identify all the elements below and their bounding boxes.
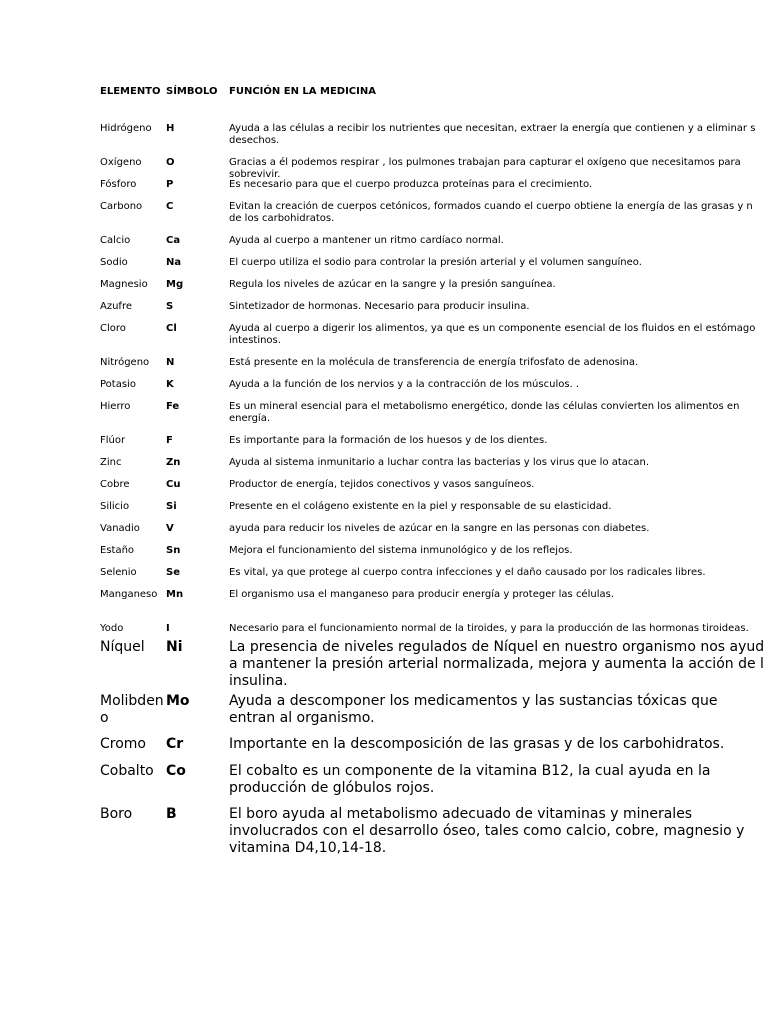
table-row bbox=[100, 257, 768, 279]
table-row bbox=[100, 736, 768, 763]
element-symbol: Fe bbox=[166, 401, 180, 412]
table-row bbox=[100, 479, 768, 501]
table-row bbox=[100, 457, 768, 479]
header-element: ELEMENTO bbox=[100, 86, 161, 97]
table-row bbox=[100, 435, 768, 457]
element-name: Magnesio bbox=[100, 279, 148, 290]
element-name: Sodio bbox=[100, 257, 128, 268]
table-row bbox=[100, 235, 768, 257]
element-symbol: Zn bbox=[166, 457, 181, 468]
element-symbol: Na bbox=[166, 257, 182, 268]
element-symbol: S bbox=[166, 301, 174, 312]
small-rows bbox=[100, 123, 768, 639]
table-header bbox=[100, 86, 768, 123]
element-name: Azufre bbox=[100, 301, 132, 312]
element-name: Estaño bbox=[100, 545, 135, 556]
element-symbol: Se bbox=[166, 567, 180, 578]
table-row bbox=[100, 323, 768, 357]
element-name: Fósforo bbox=[100, 179, 137, 190]
element-function: Es importante para la formación de los huesos y de los dientes. bbox=[229, 435, 548, 446]
table-row bbox=[100, 763, 768, 806]
element-symbol: Co bbox=[166, 763, 186, 779]
table-row bbox=[100, 379, 768, 401]
element-function: Mejora el funcionamiento del sistema inmunológico y de los reflejos. bbox=[229, 545, 573, 556]
table-row bbox=[100, 123, 768, 157]
element-symbol: Ca bbox=[166, 235, 181, 246]
element-symbol: I bbox=[166, 623, 170, 634]
element-symbol: Cu bbox=[166, 479, 181, 490]
element-function: Ayuda a descomponer los medicamentos y las sustancias tóxicas que entran al organismo. bbox=[229, 693, 718, 726]
element-symbol: F bbox=[166, 435, 173, 446]
table-row bbox=[100, 523, 768, 545]
element-name: Hidrógeno bbox=[100, 123, 152, 134]
element-symbol: Cr bbox=[166, 736, 184, 752]
element-symbol: C bbox=[166, 201, 174, 212]
header-symbol: SÍMBOLO bbox=[166, 86, 218, 97]
element-name: Vanadio bbox=[100, 523, 140, 534]
element-name: Cobre bbox=[100, 479, 130, 490]
table-row bbox=[100, 279, 768, 301]
element-function: Está presente en la molécula de transferencia de energía trifosfato de adenosina. bbox=[229, 357, 639, 368]
element-name: Nitrógeno bbox=[100, 357, 150, 368]
element-symbol: K bbox=[166, 379, 174, 390]
element-function: Presente en el colágeno existente en la piel y responsable de su elasticidad. bbox=[229, 501, 612, 512]
table-row bbox=[100, 157, 768, 179]
element-name: Flúor bbox=[100, 435, 126, 446]
element-name: Molibdeno bbox=[100, 693, 164, 726]
element-symbol: V bbox=[166, 523, 174, 534]
element-name: Yodo bbox=[100, 623, 124, 634]
element-function: El cuerpo utiliza el sodio para controlar la presión arterial y el volumen sanguíneo. bbox=[229, 257, 642, 268]
element-symbol: N bbox=[166, 357, 175, 368]
table-row bbox=[100, 806, 768, 866]
table-row bbox=[100, 401, 768, 435]
elements-table bbox=[100, 86, 768, 866]
element-function: El boro ayuda al metabolismo adecuado de vitaminas y minerales involucrados con el desarrollo óseo, tales como calcio, cobre, magnesio y vitamina D4,10,14-18. bbox=[229, 806, 745, 856]
element-function: Ayuda al cuerpo a mantener un ritmo cardíaco normal. bbox=[229, 235, 504, 246]
element-function: Importante en la descomposición de las grasas y de los carbohidratos. bbox=[229, 736, 725, 752]
element-symbol: Sn bbox=[166, 545, 181, 556]
element-function: El organismo usa el manganeso para producir energía y proteger las células. bbox=[229, 589, 614, 600]
element-function: Sintetizador de hormonas. Necesario para producir insulina. bbox=[229, 301, 530, 312]
table-row bbox=[100, 201, 768, 235]
table-row bbox=[100, 357, 768, 379]
element-name: Cobalto bbox=[100, 763, 154, 779]
element-function: Productor de energía, tejidos conectivos y vasos sanguíneos. bbox=[229, 479, 535, 490]
element-symbol: Si bbox=[166, 501, 177, 512]
element-function: Necesario para el funcionamiento normal de la tiroides, y para la producción de las hormonas tiroideas. bbox=[229, 623, 749, 634]
element-function: La presencia de niveles regulados de Níquel en nuestro organismo nos ayud a mantener la presión arterial normalizada, mejora y aumenta la acción de l insulina. bbox=[229, 639, 765, 689]
element-name: Cromo bbox=[100, 736, 146, 752]
table-row bbox=[100, 545, 768, 567]
element-name: Potasio bbox=[100, 379, 136, 390]
element-function: Ayuda al sistema inmunitario a luchar contra las bacterias y los virus que lo atacan. bbox=[229, 457, 650, 468]
element-symbol: Mo bbox=[166, 693, 190, 709]
table-row bbox=[100, 179, 768, 201]
element-name: Zinc bbox=[100, 457, 122, 468]
table-row bbox=[100, 567, 768, 589]
table-row bbox=[100, 623, 768, 639]
element-name: Oxígeno bbox=[100, 157, 142, 168]
element-name: Manganeso bbox=[100, 589, 158, 600]
element-function: Es un mineral esencial para el metabolismo energético, donde las células convierten los alimentos en energía. bbox=[229, 401, 740, 424]
table-row bbox=[100, 301, 768, 323]
large-rows bbox=[100, 639, 768, 866]
element-symbol: O bbox=[166, 157, 175, 168]
element-function: Ayuda a la función de los nervios y a la contracción de los músculos. . bbox=[229, 379, 580, 390]
element-name: Carbono bbox=[100, 201, 143, 212]
element-name: Selenio bbox=[100, 567, 137, 578]
element-symbol: Mn bbox=[166, 589, 184, 600]
table-row bbox=[100, 501, 768, 523]
element-name: Cloro bbox=[100, 323, 126, 334]
element-function: Evitan la creación de cuerpos cetónicos, formados cuando el cuerpo obtiene la energía de las grasas y n de los carbohidratos. bbox=[229, 201, 753, 224]
element-name: Níquel bbox=[100, 639, 145, 655]
header-function: FUNCIÓN EN LA MEDICINA bbox=[229, 86, 376, 97]
element-symbol: Mg bbox=[166, 279, 184, 290]
table-row bbox=[100, 639, 768, 693]
element-name: Boro bbox=[100, 806, 133, 822]
element-function: El cobalto es un componente de la vitamina B12, la cual ayuda en la producción de glóbulos rojos. bbox=[229, 763, 711, 796]
element-function: Es necesario para que el cuerpo produzca proteínas para el crecimiento. bbox=[229, 179, 593, 190]
element-function: Regula los niveles de azúcar en la sangre y la presión sanguínea. bbox=[229, 279, 556, 290]
element-name: Silicio bbox=[100, 501, 130, 512]
element-symbol: P bbox=[166, 179, 174, 190]
element-function: Ayuda a las células a recibir los nutrientes que necesitan, extraer la energía que contienen y a eliminar s desechos. bbox=[229, 123, 756, 146]
element-function: Es vital, ya que protege al cuerpo contra infecciones y el daño causado por los radicales libres. bbox=[229, 567, 706, 578]
element-symbol: Ni bbox=[166, 639, 183, 655]
element-name: Hierro bbox=[100, 401, 131, 412]
element-symbol: Cl bbox=[166, 323, 177, 334]
element-symbol: B bbox=[166, 806, 177, 822]
element-function: Ayuda al cuerpo a digerir los alimentos, ya que es un componente esencial de los fluidos en el estómago intestinos. bbox=[229, 323, 756, 346]
element-function: Gracias a él podemos respirar , los pulmones trabajan para capturar el oxígeno que necesitamos para sobrevivir. bbox=[229, 157, 741, 180]
element-symbol: H bbox=[166, 123, 175, 134]
element-function: ayuda para reducir los niveles de azúcar en la sangre en las personas con diabetes. bbox=[229, 523, 650, 534]
table-row bbox=[100, 589, 768, 623]
table-row bbox=[100, 693, 768, 736]
element-name: Calcio bbox=[100, 235, 131, 246]
